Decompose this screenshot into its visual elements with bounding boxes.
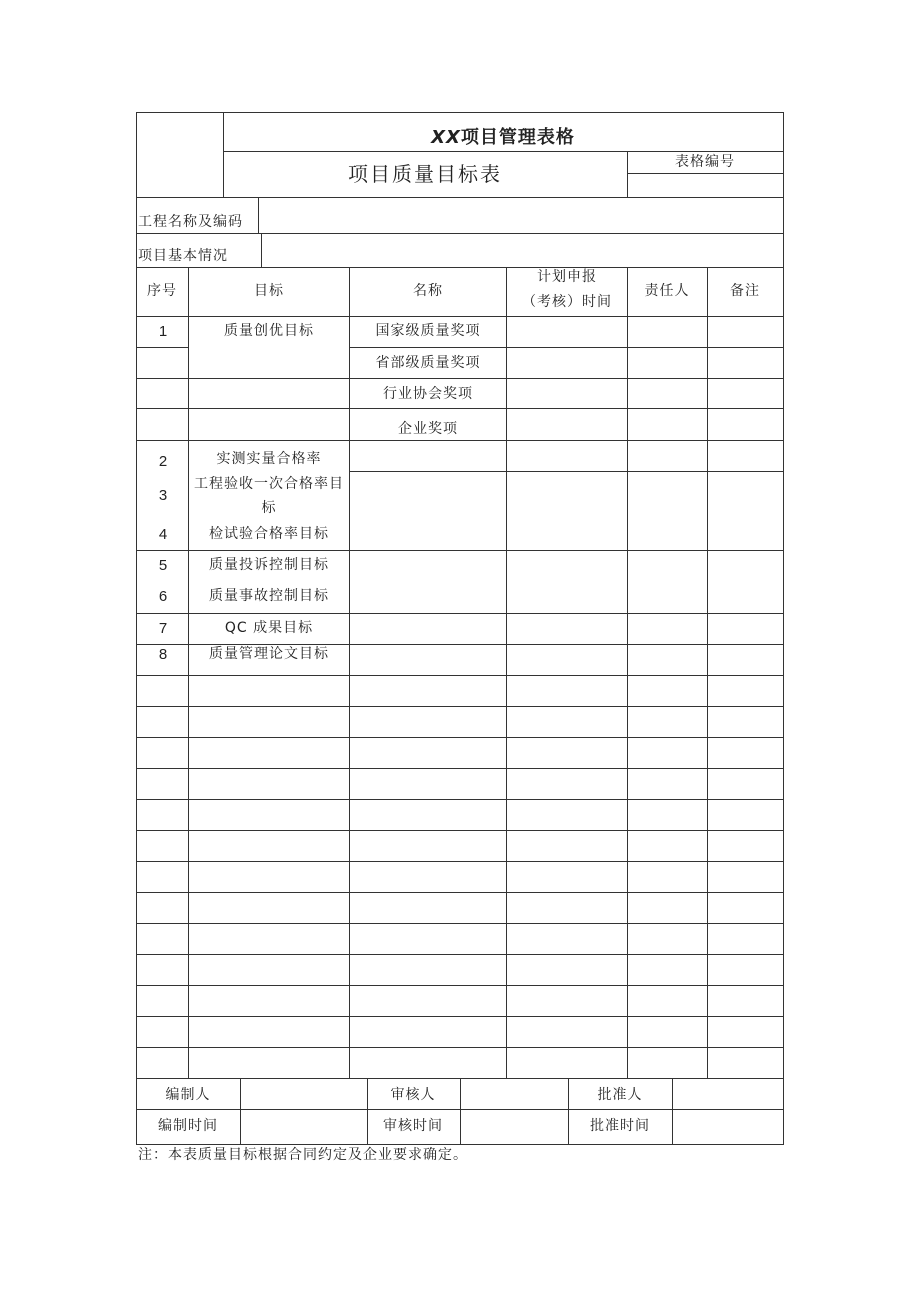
column-header-name: 名称: [413, 283, 443, 299]
row-divider: [136, 799, 784, 800]
row-1d-name: 企业奖项: [398, 421, 458, 437]
row-divider: [136, 408, 784, 409]
col-divider-plan: [627, 267, 628, 1078]
row-divider: [136, 892, 784, 893]
column-header-seq: 序号: [147, 283, 177, 299]
row-divider: [136, 954, 784, 955]
row-divider: [136, 830, 784, 831]
row-divider: [136, 347, 189, 348]
project-info-label: 项目基本情况: [138, 248, 228, 264]
info-row-divider: [136, 233, 784, 234]
row-divider: [136, 1047, 784, 1048]
page-title-xx: XX: [431, 127, 461, 148]
footer-divider: [568, 1078, 569, 1145]
header-formno-split: [627, 173, 784, 174]
footer-divider: [240, 1078, 241, 1145]
col-divider-target: [349, 267, 350, 1078]
form-number-label: 表格编号: [675, 154, 735, 170]
row-divider: [136, 440, 784, 441]
row-1b-name: 省部级质量奖项: [375, 355, 481, 371]
header-title-divider: [223, 151, 784, 152]
edit-time-label: 编制时间: [158, 1118, 218, 1134]
row-divider: [136, 706, 784, 707]
row-1-seq: 1: [158, 323, 168, 340]
row-5-target: 质量投诉控制目标: [209, 557, 329, 573]
row-divider: [136, 550, 784, 551]
review-time-label: 审核时间: [383, 1118, 443, 1134]
row-8-seq: 8: [158, 646, 168, 663]
column-header-target: 目标: [254, 283, 284, 299]
row-3-seq: 3: [158, 487, 168, 504]
row-divider: [136, 985, 784, 986]
row-1-target: 质量创优目标: [224, 323, 314, 339]
row-4-seq: 4: [158, 526, 168, 543]
column-header-remark: 备注: [730, 283, 760, 299]
editor-label: 编制人: [165, 1087, 211, 1103]
row-8-target: 质量管理论文目标: [209, 646, 329, 662]
footer-divider: [460, 1078, 461, 1145]
row-divider: [136, 768, 784, 769]
header-formno-divider: [627, 151, 628, 197]
footnote: 注：本表质量目标根据合同约定及企业要求确定。: [138, 1147, 468, 1163]
footer-divider: [672, 1078, 673, 1145]
col-divider-name: [506, 267, 507, 1078]
row-2-target: 实测实量合格率: [216, 451, 322, 467]
approve-time-label: 批准时间: [590, 1118, 650, 1134]
approver-label: 批准人: [597, 1087, 643, 1103]
row-6-target: 质量事故控制目标: [209, 588, 329, 604]
row-2-seq: 2: [158, 453, 168, 470]
col-divider-owner: [707, 267, 708, 1078]
project-name-label: 工程名称及编码: [138, 214, 243, 230]
footer-divider: [367, 1078, 368, 1145]
info-project-info-divider: [261, 233, 262, 267]
row-4-target: 检试验合格率目标: [209, 526, 329, 542]
form-title: 项目质量目标表: [348, 162, 502, 186]
row-7-seq: 7: [158, 620, 168, 637]
row-divider: [136, 861, 784, 862]
header-logo-divider: [223, 112, 224, 197]
row-1-name: 国家级质量奖项: [375, 323, 481, 339]
row-divider: [136, 923, 784, 924]
page-title: [431, 129, 575, 147]
row-6-seq: 6: [158, 588, 168, 605]
row-7-target: QC 成果目标: [224, 620, 314, 636]
row-divider: [349, 347, 784, 348]
row-divider: [349, 471, 784, 472]
row-divider: [136, 737, 784, 738]
row-3-target-line1: 工程验收一次合格率目: [194, 476, 344, 492]
column-header-owner: 责任人: [644, 283, 690, 299]
page-title-rest: 项目管理表格: [460, 127, 575, 148]
row-5-seq: 5: [158, 557, 168, 574]
row-divider: [136, 613, 784, 614]
header-bottom-line: [136, 197, 784, 198]
row-divider: [136, 675, 784, 676]
row-divider: [136, 644, 784, 645]
column-header-plan-line1: 计划申报: [537, 269, 597, 285]
col-divider-seq: [188, 267, 189, 1078]
info-bottom-line: [136, 267, 784, 268]
row-1c-name: 行业协会奖项: [383, 386, 473, 402]
row-divider: [136, 1016, 784, 1017]
column-header-bottom-line: [136, 316, 784, 317]
info-project-name-divider: [258, 197, 259, 233]
reviewer-label: 审核人: [390, 1087, 436, 1103]
row-divider: [136, 378, 784, 379]
row-3-target-line2: 标: [261, 500, 277, 516]
column-header-plan-line2: （考核）时间: [522, 294, 612, 310]
